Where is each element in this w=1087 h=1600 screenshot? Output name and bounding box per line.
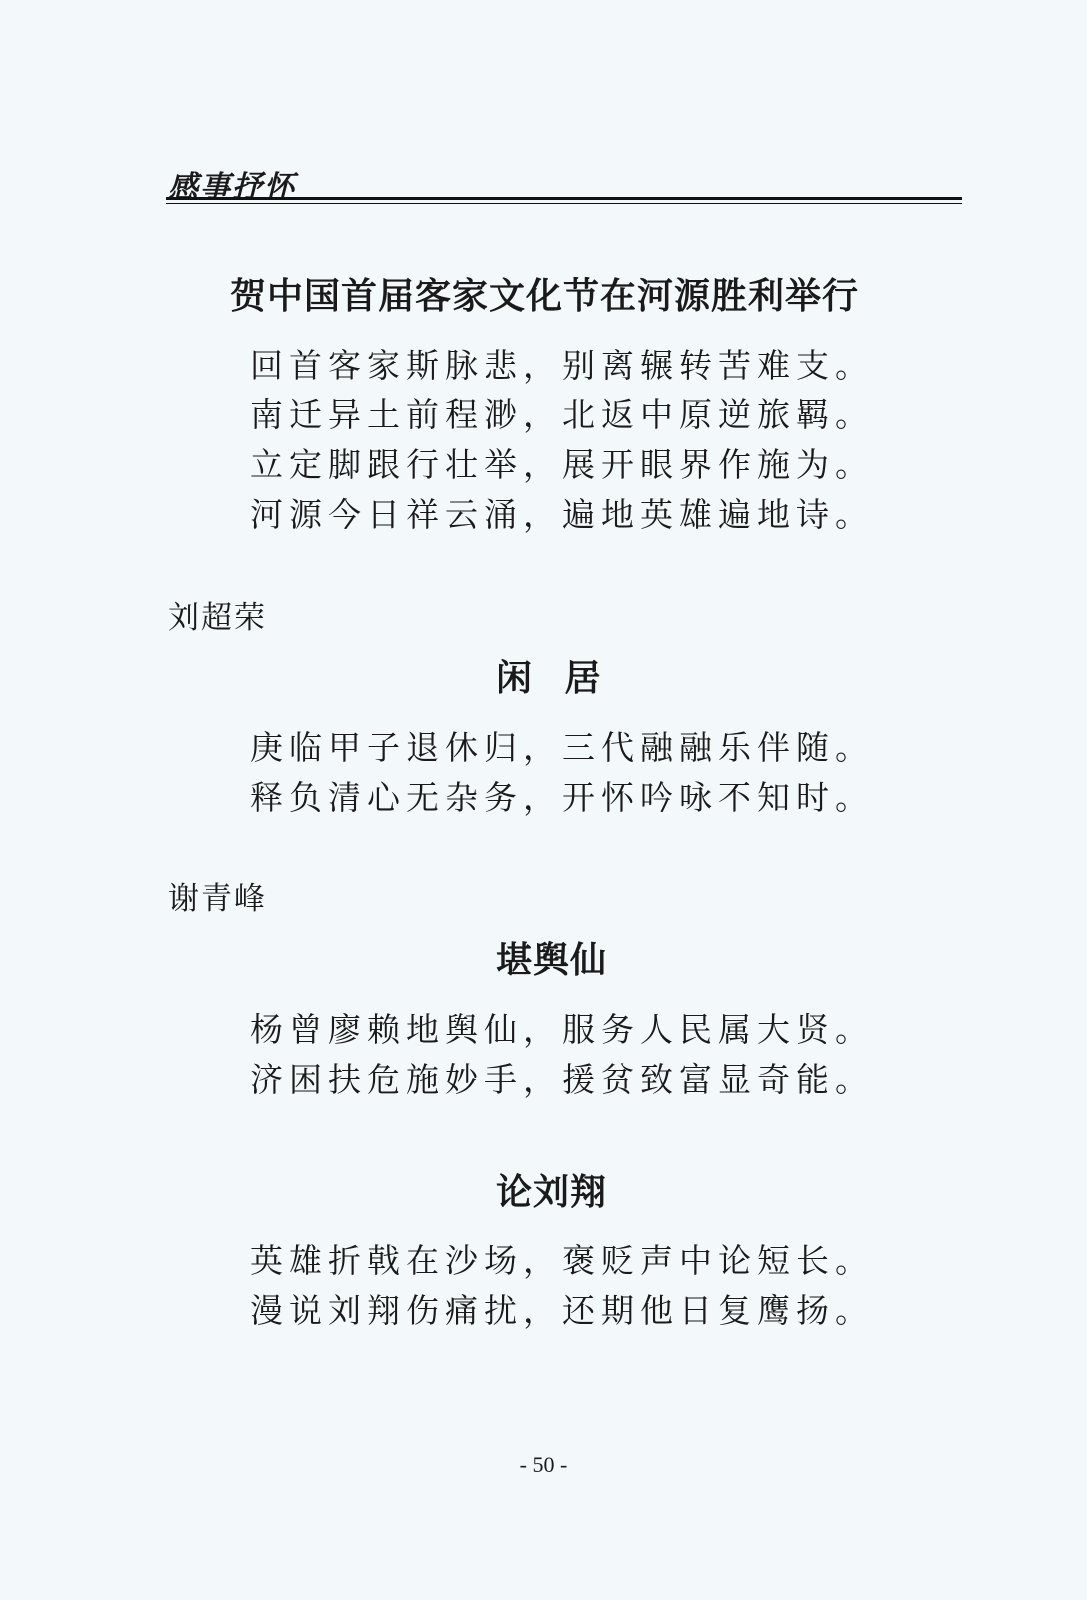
poem-line: 庚临甲子退休归，三代融融乐伴随。 — [250, 728, 874, 767]
poem-title: 堪舆仙 — [496, 939, 608, 981]
header-rule — [166, 197, 962, 200]
poem-title: 贺中国首届客家文化节在河源胜利举行 — [230, 275, 860, 317]
poem-line: 河源今日祥云涌，遍地英雄遍地诗。 — [250, 495, 874, 534]
poem-line: 杨曾廖赖地舆仙，服务人民属大贤。 — [250, 1010, 874, 1049]
poem-line: 回首客家斯脉悲，别离辗转苦难支。 — [250, 346, 874, 385]
poem-line: 南迁异土前程渺，北返中原逆旅羁。 — [250, 395, 874, 434]
poem-line: 济困扶危施妙手，援贫致富显奇能。 — [250, 1060, 874, 1099]
poem-line: 立定脚跟行壮举，展开眼界作施为。 — [250, 445, 874, 484]
poem-title: 论刘翔 — [496, 1171, 608, 1213]
author-name: 谢青峰 — [168, 881, 267, 917]
author-name: 刘超荣 — [168, 600, 267, 636]
section-header: 感事抒怀 — [168, 170, 296, 205]
page-number: - 50 - — [519, 1452, 568, 1477]
poem-line: 漫说刘翔伤痛扰，还期他日复鹰扬。 — [250, 1291, 874, 1330]
header-rule-thin — [166, 203, 962, 204]
poem-line: 英雄折戟在沙场，褒贬声中论短长。 — [250, 1241, 874, 1280]
poem-title: 闲 居 — [496, 657, 611, 699]
poem-line: 释负清心无杂务，开怀吟咏不知时。 — [250, 778, 874, 817]
